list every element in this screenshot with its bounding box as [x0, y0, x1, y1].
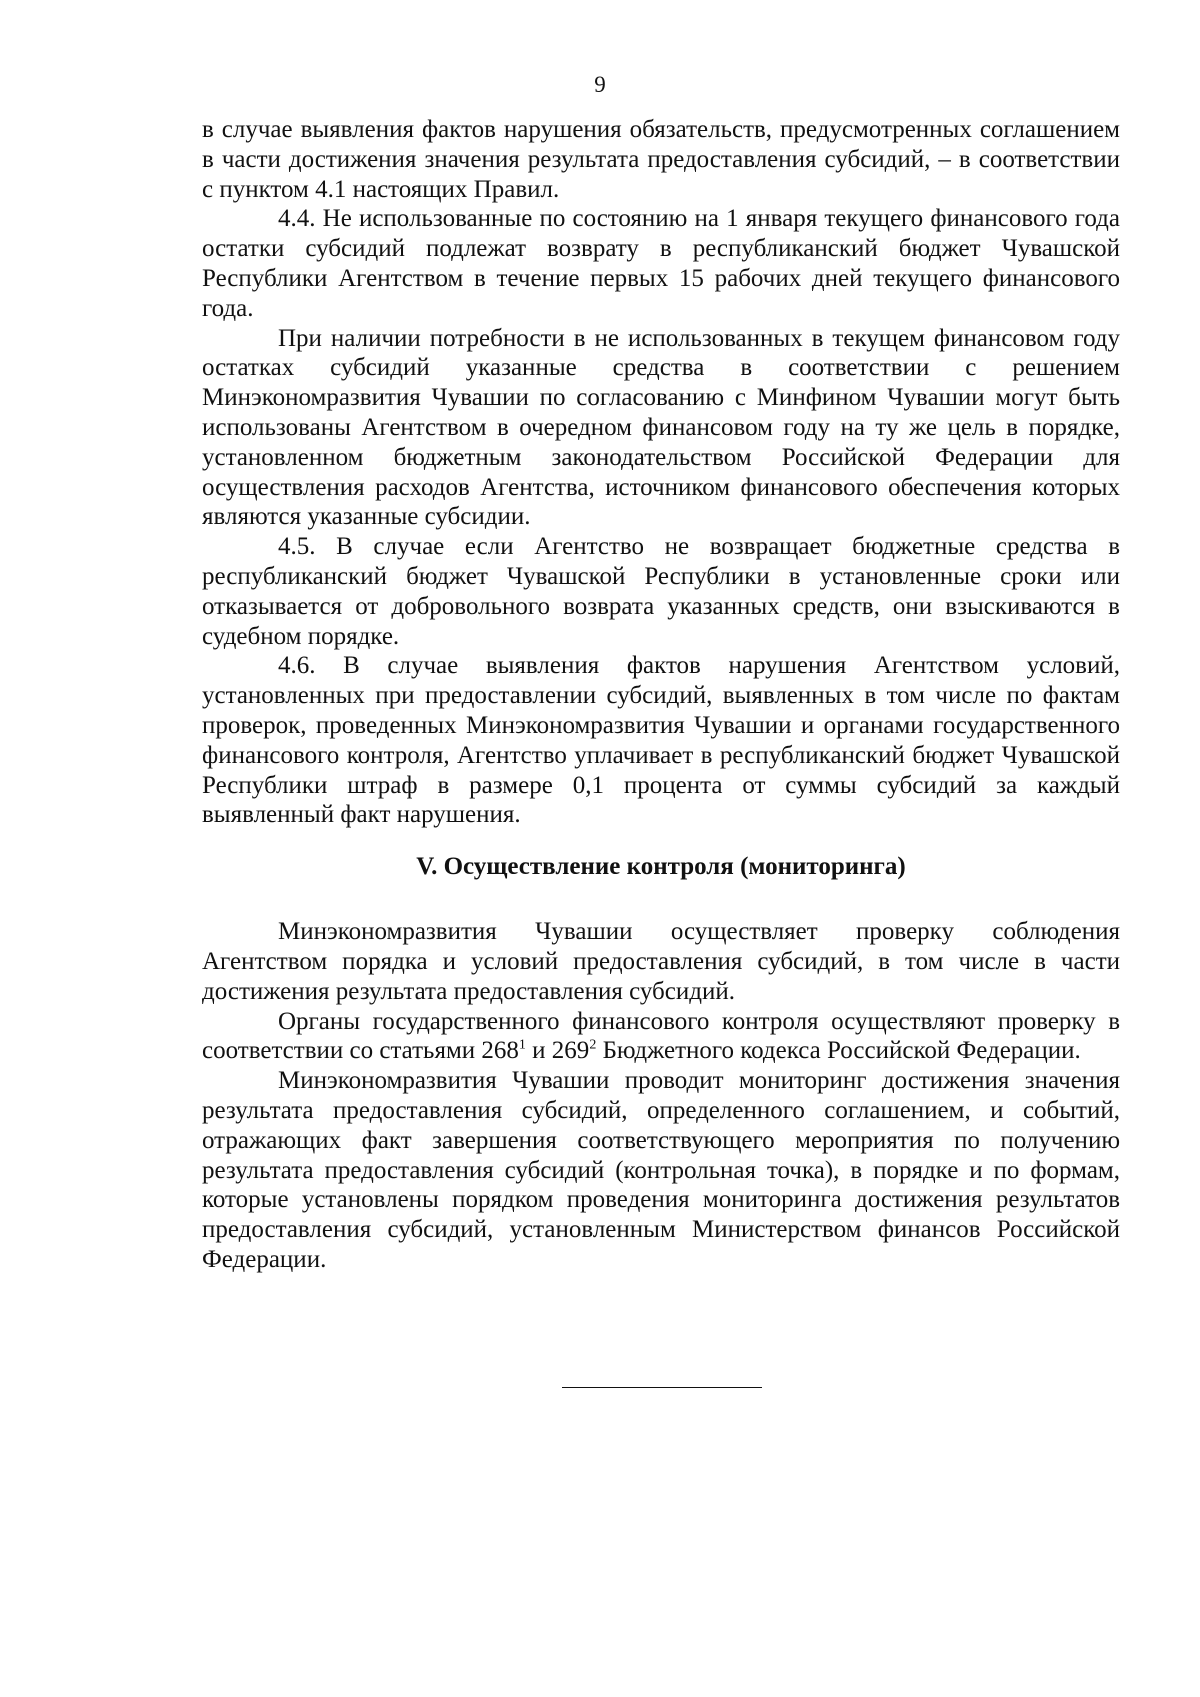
paragraph-state-control — [202, 1007, 1120, 1067]
paragraph-state-control-before: Органы государственного финансового контроля осуществляют проверку в соответствии со статьями 268 — [202, 1007, 1120, 1065]
paragraph-4-5: 4.5. В случае если Агентство не возвращает бюджетные средства в республиканский бюджет Чувашской Республики в установленные сроки или отказывается от добровольного возврата указанных средств, они взыскиваются в судебном порядке. — [202, 533, 1120, 650]
paragraph-unused-balances: При наличии потребности в не использованных в текущем финансовом году остатках субсидий указанные средства в соответствии с решением Минэкономразвития Чувашии по согласованию с Минфином Чувашии могут быть использованы Агентством в очередном финансовом году на ту же цель в порядке, установленном бюджетным законодательством Российской Федерации для осуществления расходов Агентства, источником финансового обеспечения которых являются указанные субсидии. — [202, 324, 1120, 531]
document-body — [202, 115, 1120, 1275]
end-divider-line — [562, 1387, 762, 1388]
paragraph-4-4: 4.4. Не использованные по состоянию на 1 января текущего финансового года остатки субсидий подлежат возврату в республиканский бюджет Чувашской Республики Агентством в течение первых 15 рабочих дней текущего финансового года. — [202, 205, 1120, 322]
superscript-article-268: 1 — [518, 1037, 526, 1053]
paragraph-4-6: 4.6. В случае выявления фактов нарушения Агентством условий, установленных при предоставлении субсидий, выявленных в том числе по фактам проверок, проведенных Минэкономразвития Чувашии и органами государственного финансового контроля, Агентство уплачивает в республиканский бюджет Чувашской Республики штраф в размере 0,1 процента от суммы субсидий за каждый выявленный факт нарушения. — [202, 652, 1120, 829]
paragraph-state-control-after: Бюджетного кодекса Российской Федерации. — [596, 1037, 1081, 1065]
paragraph-state-control-middle: и 269 — [525, 1037, 590, 1065]
superscript-article-269: 2 — [589, 1037, 597, 1053]
paragraph-ministry-check: Минэкономразвития Чувашии осуществляет проверку соблюдения Агентством порядка и условий предоставления субсидий, в том числе в части достижения результата предоставления субсидий. — [202, 918, 1120, 1005]
page-number: 9 — [594, 72, 606, 97]
section-heading: V. Осуществление контроля (мониторинга) — [416, 853, 906, 881]
paragraph-continuation: в случае выявления фактов нарушения обязательств, предусмотренных соглашением в части достижения значения результата предоставления субсидий, – в соответствии с пунктом 4.1 настоящих Правил. — [202, 116, 1120, 203]
paragraph-monitoring: Минэкономразвития Чувашии проводит мониторинг достижения значения результата предоставления субсидий, определенного соглашением, и событий, отражающих факт завершения соответствующего мероприятия по получению результата предоставления субсидий (контрольная точка), в порядке и по формам, которые установлены порядком проведения мониторинга достижения результатов предоставления субсидий, установленным Министерством финансов Российской Федерации. — [202, 1067, 1120, 1273]
